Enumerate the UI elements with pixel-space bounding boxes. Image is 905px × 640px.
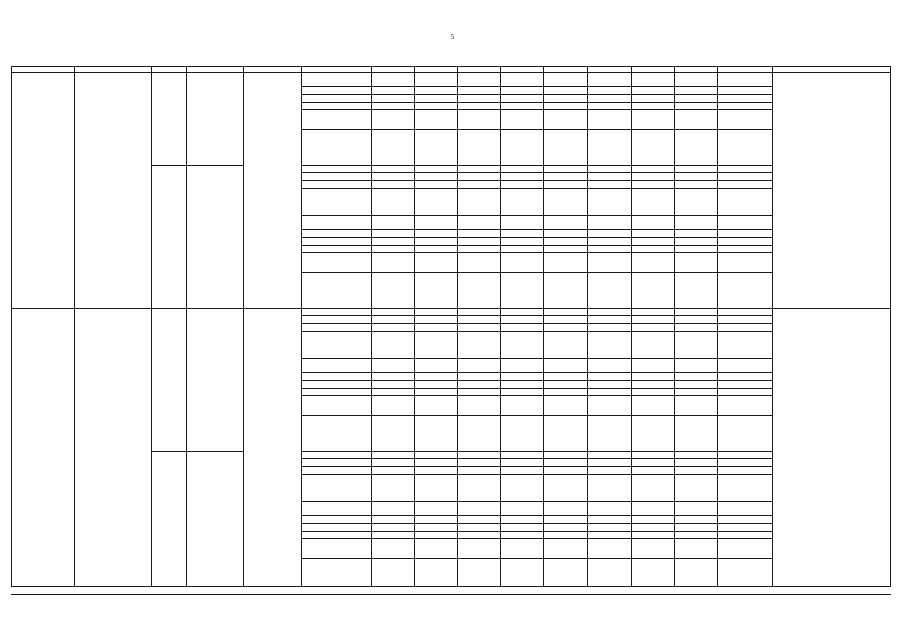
event-name-cell xyxy=(13,73,73,307)
expected-result-cell xyxy=(774,73,889,307)
grid-line xyxy=(301,531,773,532)
grid-line xyxy=(301,109,773,110)
grid-line xyxy=(301,451,773,452)
grid-line xyxy=(74,66,75,587)
grid-line xyxy=(414,66,415,587)
grid-line xyxy=(11,66,891,67)
grid-line xyxy=(301,66,302,587)
executor-cell xyxy=(188,166,242,307)
grid-line xyxy=(301,229,773,230)
event-name-cell xyxy=(13,309,73,593)
grid-line xyxy=(301,415,773,416)
executor-cell xyxy=(188,73,242,164)
grid-line xyxy=(301,515,773,516)
budget-table xyxy=(11,66,890,586)
event-task-cell xyxy=(76,73,150,307)
grid-line xyxy=(301,358,773,359)
budget-recipient-cell xyxy=(153,309,185,450)
event-task-cell xyxy=(76,309,150,593)
grid-line xyxy=(717,66,718,587)
grid-line xyxy=(301,252,773,253)
grid-line xyxy=(151,66,152,587)
grid-line xyxy=(301,323,773,324)
grid-line xyxy=(301,94,773,95)
grid-line xyxy=(301,188,773,189)
grid-line xyxy=(243,66,244,587)
page-number: 5 xyxy=(450,32,455,41)
grid-line xyxy=(457,66,458,587)
budget-recipient-cell xyxy=(153,73,185,164)
grid-line xyxy=(631,66,632,587)
grid-line xyxy=(890,66,891,587)
grid-line xyxy=(301,523,773,524)
grid-line xyxy=(301,172,773,173)
grid-line xyxy=(301,86,773,87)
grid-line xyxy=(301,245,773,246)
grid-line xyxy=(301,180,773,181)
grid-line xyxy=(301,501,773,502)
grid-line xyxy=(301,165,773,166)
budget-recipient-cell xyxy=(153,166,185,307)
executor-cell xyxy=(188,452,242,593)
grid-line xyxy=(543,66,544,587)
grid-line xyxy=(500,66,501,587)
grid-line xyxy=(301,538,773,539)
grid-line xyxy=(11,594,891,595)
grid-line xyxy=(301,372,773,373)
grid-line xyxy=(301,466,773,467)
grid-line xyxy=(301,272,773,273)
grid-line xyxy=(772,66,773,587)
grid-line xyxy=(301,315,773,316)
organization-cell xyxy=(245,73,300,307)
grid-line xyxy=(301,458,773,459)
grid-line xyxy=(301,388,773,389)
expected-result-cell xyxy=(774,309,889,593)
grid-line xyxy=(301,474,773,475)
organization-cell xyxy=(245,309,300,593)
executor-cell xyxy=(188,309,242,450)
grid-line xyxy=(301,558,773,559)
grid-line xyxy=(301,129,773,130)
grid-line xyxy=(11,66,12,587)
grid-line xyxy=(301,380,773,381)
grid-line xyxy=(371,66,372,587)
grid-line xyxy=(674,66,675,587)
grid-line xyxy=(587,66,588,587)
grid-line xyxy=(301,395,773,396)
budget-recipient-cell xyxy=(153,452,185,593)
grid-line xyxy=(186,66,187,587)
grid-line xyxy=(301,102,773,103)
grid-line xyxy=(301,215,773,216)
grid-line xyxy=(301,331,773,332)
grid-line xyxy=(301,237,773,238)
